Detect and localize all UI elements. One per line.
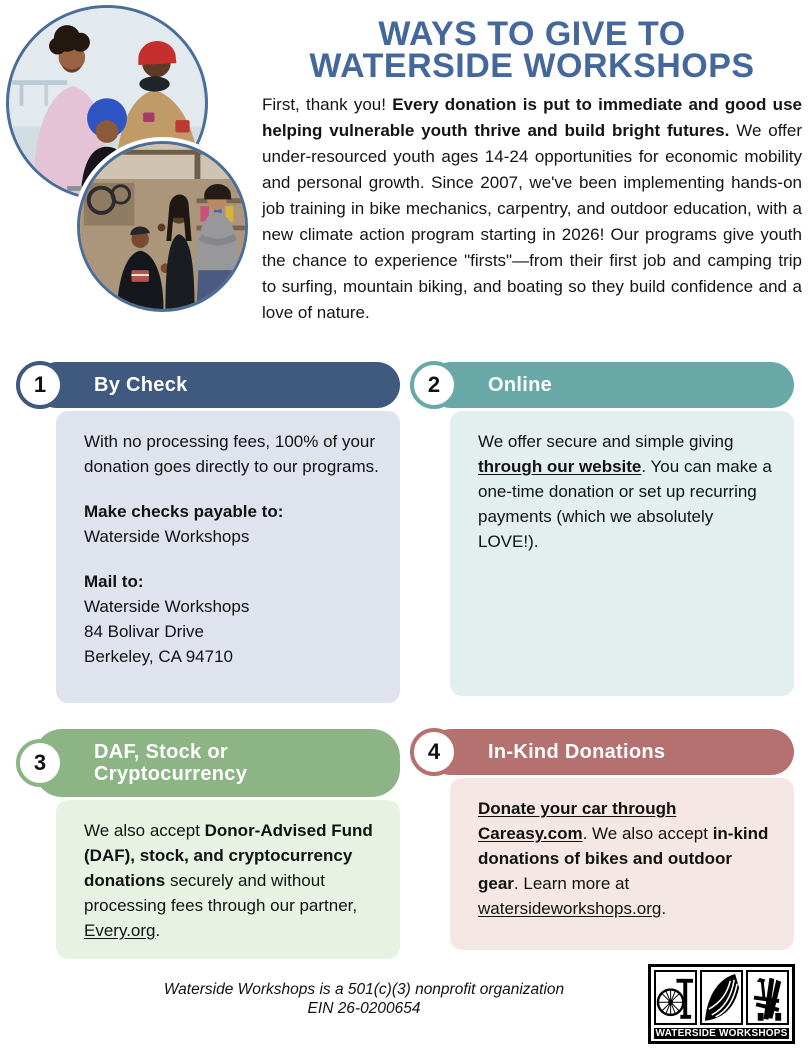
photo-bike-shop-illustration — [80, 144, 245, 309]
page-title — [262, 15, 802, 85]
card-online-header — [410, 362, 794, 408]
title-line-1: WAYS TO GIVE TO — [378, 15, 686, 53]
intro-paragraph — [262, 92, 802, 326]
card-number-badge — [16, 739, 64, 787]
photo-bike-shop-group — [77, 141, 248, 312]
card-in-kind — [410, 729, 794, 950]
org-logo — [648, 964, 795, 1044]
careasy-link[interactable]: Donate your car through Careasy.com — [478, 799, 677, 843]
card-title-pill — [34, 729, 400, 797]
card-number-badge — [410, 361, 458, 409]
card-by-check-body — [56, 411, 400, 703]
nonprofit-statement — [90, 980, 638, 1018]
card-number: 3 — [33, 750, 47, 775]
online-text: We offer secure and simple giving through our website. You can make a one-time donation or set up recurring payments (which we absolutely LOVE!). — [478, 432, 772, 551]
intro-segment: First, thank you! — [262, 95, 393, 114]
card-online — [410, 362, 794, 696]
website-link[interactable]: through our website — [478, 457, 642, 476]
card-daf-body — [56, 800, 400, 959]
card-title: By Check — [94, 374, 188, 396]
check-payable-block — [84, 499, 382, 549]
card-title-line-2: Cryptocurrency — [94, 763, 248, 785]
footer — [0, 964, 808, 1048]
card-number: 2 — [427, 372, 441, 397]
check-intro-text: With no processing fees, 100% of your donation goes directly to our programs. — [84, 432, 379, 476]
boat-hull-icon — [700, 970, 743, 1025]
card-title: Online — [488, 374, 553, 396]
mail-city: Berkeley, CA 94710 — [84, 647, 233, 666]
mail-name: Waterside Workshops — [84, 597, 250, 616]
intro-segment-bold: Every donation is put to immediate and good use helping vulnerable youth thrive and build bright futures. — [262, 95, 802, 140]
card-title-pill — [428, 729, 794, 775]
card-daf-header — [16, 729, 400, 797]
in-kind-text: Donate your car through Careasy.com. We also accept in-kind donations of bikes and outdoor gear. Learn more at watersideworkshops.org. — [478, 799, 769, 918]
mail-address-block — [84, 569, 382, 669]
logo-panels — [654, 970, 789, 1025]
card-by-check-header — [16, 362, 400, 408]
in-kind-bold-text: in-kind donations of bikes and outdoor gear — [478, 824, 769, 893]
card-in-kind-header — [410, 729, 794, 775]
header-section — [262, 15, 802, 326]
daf-text: We also accept Donor-Advised Fund (DAF), stock, and cryptocurrency donations securely and without processing fees through our partner, Every.org. — [84, 821, 373, 940]
card-title-pill — [428, 362, 794, 408]
checks-payable-label: Make checks payable to: — [84, 502, 284, 521]
nonprofit-line: Waterside Workshops is a 501(c)(3) nonprofit organization — [163, 981, 565, 998]
photo-collage — [0, 0, 266, 335]
waterside-website-link[interactable]: watersideworkshops.org — [478, 899, 662, 918]
card-daf-stock-crypto — [16, 729, 400, 959]
payee-name: Waterside Workshops — [84, 527, 250, 546]
chair-icon — [746, 970, 789, 1025]
card-title: In-Kind Donations — [488, 741, 666, 763]
mail-to-label: Mail to: — [84, 572, 144, 591]
donation-cards — [16, 362, 794, 959]
card-by-check — [16, 362, 400, 703]
card-number: 1 — [33, 372, 47, 397]
card-title-line-1: DAF, Stock or — [94, 741, 228, 763]
every-org-link[interactable]: Every.org — [84, 921, 156, 940]
card-in-kind-body — [450, 778, 794, 950]
ein-line: EIN 26-0200654 — [307, 1000, 421, 1017]
card-number-badge — [410, 728, 458, 776]
card-number-badge — [16, 361, 64, 409]
card-title-pill — [34, 362, 400, 408]
card-number: 4 — [427, 739, 441, 764]
card-online-body — [450, 411, 794, 696]
bike-wheel-icon — [654, 970, 697, 1025]
title-line-2: WATERSIDE WORKSHOPS — [309, 47, 755, 85]
mail-street: 84 Bolivar Drive — [84, 622, 204, 641]
intro-segment: We offer under-resourced youth ages 14-24 opportunities for economic mobility and personal growth. Since 2007, we've been implementing hands-on job training in bike mechanics, carpentry, and outdoor education, with a new climate action program starting in 2026! Our programs give youth the chance to experience "firsts"—from their first job and camping trip to surfing, mountain biking, and boating so they build confidence and a love of nature. — [262, 121, 802, 322]
daf-bold-text: Donor-Advised Fund (DAF), stock, and cryptocurrency donations — [84, 821, 373, 890]
logo-banner-text: WATERSIDE WORKSHOPS — [655, 1027, 788, 1039]
